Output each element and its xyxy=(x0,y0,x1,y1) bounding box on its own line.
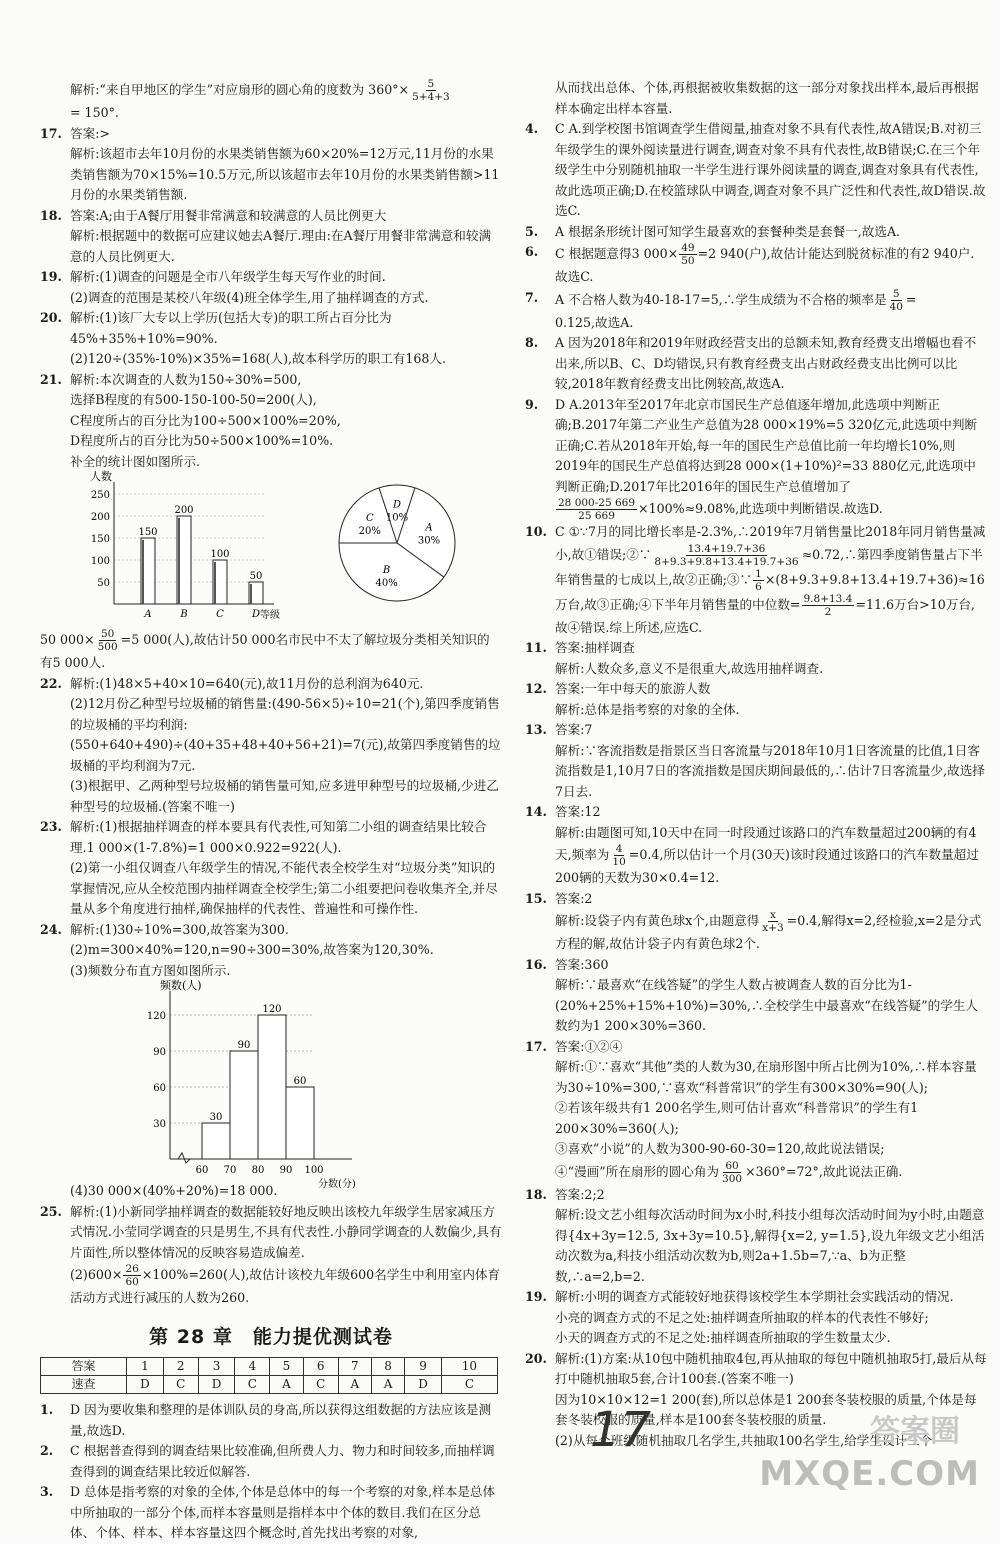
hist-y-label: 频数(人) xyxy=(160,979,202,992)
r18: 18. 答案:2;2 解析:设文艺小组每次活动时间为x小时,科技小组每次活动时间为y小时,由题意得{4x+3y=12.5, 3x+3y=10.5},解得{x=2, y=1.5},设九年级文艺小组活动次数为a,科技小组活动次数为b,则2a+1.5b=7,∵a、b为正整数,∴a=2,b=2. xyxy=(525,1186,985,1284)
r12: 12. 答案:一年中每天的旅游人数 解析:总体是指考察的对象的全体. xyxy=(525,681,740,717)
hist-y-tick: 60 xyxy=(153,1083,166,1094)
q21-bar-chart xyxy=(70,472,300,622)
r19: 19. 解析:小明的调查方式能较好地获得该校学生本学期社会实践活动的情况. 小亮的调查方式的不足之处:抽样调查所抽取的样本的代表性不够好; 小天的调查方式的不足之处:抽样调查所抽取的学生数量太少. xyxy=(525,1289,954,1345)
pie-label-A: A xyxy=(425,522,433,534)
bar-category-D: D xyxy=(251,609,261,620)
r10-fraction-3: $\frac{9.8+13.4}{2}$ xyxy=(803,592,853,618)
r7: 7. A 不合格人数为40-18-17=5,∴学生成绩为不合格的频率是 $\frac{5}{40}$ = 0.125,故选A. xyxy=(525,288,987,334)
r14-fraction: $\frac{4}{10}$ xyxy=(612,843,626,868)
hist-x-label: 分数(分) xyxy=(318,1179,356,1190)
r5: 5. A 根据条形统计图可知学生最喜欢的套餐种类是套餐一,故选A. xyxy=(525,223,901,239)
answer-value-4: C xyxy=(235,1376,270,1394)
q21: 21. 解析:本次调查的人数为150÷30%=500, 选择B程度的有500-150-100-50=200(人), C程度所占的百分比为100÷500×100%=20%, D程度所占的百分比为50÷500×100%=10%. 补全的统计图如图所示. xyxy=(40,371,341,469)
bar-value-A: 150 xyxy=(138,527,158,538)
r10-fraction-1: $\frac{13.4+19.7+36}{8+9.3+9.8+13.4+19.7+36}$ xyxy=(654,542,799,568)
hist-x-tick: 100 xyxy=(304,1165,324,1176)
answer-number-3: 3 xyxy=(198,1358,235,1376)
bar-y-label: 人数 xyxy=(90,470,112,483)
answer-table-answer-row: 速查 D C D C A C A A D C xyxy=(41,1376,498,1394)
r17-fraction: $\frac{60}{300}$ xyxy=(722,1159,743,1185)
pie-percent-D: 10% xyxy=(385,512,409,524)
r6-fraction: $\frac{49}{50}$ xyxy=(681,242,695,267)
r8: 8. A 因为2018年和2019年财政经营支出的总额未知,教育经费支出增幅也看不出来,所以B、C、D均错误,只有教育经费支出占财政经费支出比例可以比较,2018年教育经费支出比例较高,故选A. xyxy=(525,335,977,391)
r17: 17. 答案:①②④ 解析:①∵喜欢“其他”类的人数为30,在扇形图中所占比例为10%,∴样本容量为30÷10%=300,∵喜欢“科普常识”的学生有300×30%=90(人); ②若该年级共有1 200名学生,则可估计喜欢“科普常识”的学生有1 200×30%=360(人); ③喜欢“小说”的人数为300-90-60-30=120,故此说法错误; ④“漫画”所在扇形的圆心角为 $\frac{60}{300}$ ×360°=72°,故此说法正确. xyxy=(525,1037,987,1185)
hist-x-tick: 90 xyxy=(279,1165,293,1176)
q20: 20. 解析:(1)该厂大专以上学历(包括大专)的职工所占百分比为45%+35%+10%=90%. (2)120÷(35%-10%)×35%=168(人),故本科学历的职工有168人. xyxy=(40,310,447,366)
answer-number-10: 10 xyxy=(441,1358,497,1376)
hist-bar-60-70 xyxy=(202,1123,230,1159)
hist-y-tick: 120 xyxy=(146,1011,166,1022)
q24: 24. 解析:(1)30÷10%=300,故答案为300. (2)m=300×40%=120,n=90÷300=30%,故答案为120,30%. (3)频数分布直方图如图所示. xyxy=(40,921,434,978)
pie-percent-C: 20% xyxy=(358,526,381,538)
hist-bar-80-90 xyxy=(258,1015,286,1159)
r7-line: A 不合格人数为40-18-17=5,∴学生成绩为不合格的频率是 $\frac{5}{40}$ = xyxy=(555,287,917,313)
answer-value-2: C xyxy=(163,1376,198,1394)
c3-continuation: 从而找出总体、个体,再根据被收集数据的这一部分对象找出样本,最后再根据样本确定出样本容量. xyxy=(555,80,979,116)
pie-percent-B: 40% xyxy=(375,577,398,589)
hist-x-tick: 70 xyxy=(223,1165,237,1176)
left-column xyxy=(40,78,502,1544)
r17-line: ④“漫画”所在扇形的圆心角为 $\frac{60}{300}$ ×360°=72°,故此说法正确. xyxy=(555,1159,903,1185)
answer-number-4: 4 xyxy=(235,1358,270,1376)
answer-value-1: D xyxy=(127,1376,164,1394)
q21-fraction: $\frac{50}{500}$ xyxy=(97,628,118,653)
pie-label-C: C xyxy=(365,513,374,525)
bar-category-C: C xyxy=(216,609,224,620)
r14: 14. 答案:12 解析:由题图可知,10天中在同一时段通过该路口的汽车数量超过200辆的有4天,频率为 $\frac{4}{10}$ =0.4,所以估计一个月(30天)该时段通过该路口的汽车数量超过200辆的天数为30×0.4=12. xyxy=(525,802,987,889)
bar-y-tick: 50 xyxy=(97,578,110,589)
bar-value-D: 50 xyxy=(249,571,263,582)
hist-bar-90-100 xyxy=(286,1087,314,1159)
r9: 9. D A.2013年至2017年北京市国民生产总值逐年增加,此选项中判断正确;B.2017年第二产业生产总值为28 000×19%=5 320亿元,此选项中判断正确;C.若从2018年开始,每一年的国民生产总值比前一年均增长10%,则2019年的国民生产总值将达到28 000×(1+10%)²=33 880亿元,此选项中判断正确;D.2017年比2016年的国民生产总值增加了 $\frac{28 000-25 669}{25 669}$ ×100%≈9.08%,此选项中判断错误.故选D. xyxy=(525,395,987,523)
pie-percent-A: 30% xyxy=(417,535,441,547)
answer-value-3: D xyxy=(198,1376,235,1394)
r7-fraction: $\frac{5}{40}$ xyxy=(889,287,903,313)
r10: 10. C ①∵7月的同比增长率是-2.3%,∴2019年7月销售量比2018年同月销售量减小,故①错误;②∵ $\frac{13.4+19.7+36}{8+9.3+9.8+13.4+19.7+36}$ ≈0.72,∴第四季度销售量占下半年销售量的七成以上,故②正确;③∵ $\frac{1}{6}$ ×(8+9.3+9.8+13.4+19.7+36)≈16万台,故③正确;④下半年月销售量的中位数= $\frac{9.8+13.4}{2}$ =11.6万台>10万台,故④错误.综上所述,应选C. xyxy=(525,522,987,638)
r13: 13. 答案:7 解析:∵客流指数是指景区当日客流量与2018年10月1日客流量的比值,1日客流指数是1,10月7日的客流指数是国庆期间最低的,∴估计7日客流量少,故选择7日去. xyxy=(525,722,985,799)
hist-value-80-90: 120 xyxy=(262,1004,282,1015)
answer-value-7: A xyxy=(338,1376,371,1394)
bar-value-B: 200 xyxy=(174,505,194,516)
q25-fraction: $\frac{26}{60}$ xyxy=(125,1263,139,1288)
r10-fraction-2: $\frac{1}{6}$ xyxy=(755,567,762,593)
hist-value-60-70: 30 xyxy=(209,1112,223,1123)
q21-charts xyxy=(70,472,502,622)
hist-value-70-80: 90 xyxy=(237,1040,251,1051)
c2: 2. C 根据普查得到的调查结果比较准确,但所费人力、物力和时间较多,而抽样调查得到的调查结果比较近似解答. xyxy=(40,1443,495,1479)
q21-pie-chart xyxy=(332,478,462,608)
answer-number-9: 9 xyxy=(405,1358,442,1376)
q17: 17. 答案:> 解析:该超市去年10月份的水果类销售额为60×20%=12万元,11月份的水果类销售额为70×15%=10.5万元,所以该超市去年10月份的水果类销售额>11月份的水果类销售额. xyxy=(40,125,500,202)
answer-number-7: 7 xyxy=(338,1358,371,1376)
hist-y-tick: 90 xyxy=(153,1047,166,1058)
watermark-logo-text: 答案圈 xyxy=(870,1413,960,1449)
bar-y-tick: 100 xyxy=(90,556,110,567)
c3: 3. D 总体是指考察的对象的全体,个体是总体中的每一个考察的对象,样本是总体中所抽取的一部分个体,而样本容量则是指样本中个体的数目.我们在区分总体、个体、样本、样本容量这四个概念时,首先找出考察的对象, xyxy=(40,1484,496,1540)
q25-part2: (2)600× $\frac{26}{60}$ ×100%=260(人),故估计该校九年级600名学生中利用室内体育活动方式进行减压的人数为260. xyxy=(70,1263,501,1305)
c1: 1. D 因为要收集和整理的是体训队员的身高,所以获得这组数据的方法应该是测量,故选D. xyxy=(40,1402,492,1438)
r15-line: 解析:设袋子内有黄色球x个,由题意得 $\frac{x}{x+3}$ =0.4,解得x=2,经检验,x=2是分式方程的解,故估计袋子内有黄色球2个. xyxy=(555,909,982,951)
q25: 25. 解析:(1)小新同学抽样调查的数据能较好地反映出该校九年级学生居家减压方式情况.小莹同学调查的只是男生,不具有代表性.小静同学调查的人数偏少,具有片面性,所以整体情况的反映容易造成偏差. (2)600× $\frac{26}{60}$ ×100%=260(人),故估计该校九年级600名学生中利用室内体育活动方式进行减压的人数为260. xyxy=(40,1202,502,1309)
answer-value-8: A xyxy=(371,1376,404,1394)
answer-number-1: 1 xyxy=(127,1358,164,1376)
answer-number-5: 5 xyxy=(270,1358,303,1376)
chapter-title: 第 28 章 能力提优测试卷 xyxy=(149,1325,393,1348)
bar-value-C: 100 xyxy=(210,549,230,560)
bar-category-A: A xyxy=(144,609,152,620)
q16-explanation: 解析:“来自甲地区的学生”对应扇形的圆心角的度数为 360°× $\frac{5}{5+4+3}$ xyxy=(70,78,450,103)
q16-fraction: $\frac{5}{5+4+3}$ xyxy=(412,78,450,103)
r4: 4. C A.到学校图书馆调查学生借阅量,抽查对象不具有代表性,故A错误;B.对初三年级学生的课外阅读量进行调查,调查对象不具有代表性,故B错误;C.在三个年级学生中分别随机抽取一半学生进行课外阅读量的调查,调查对象具有代表性,故此选项正确;D.在校篮球队中调查,调查对象不具广泛性和代表性,故D错误.故选C. xyxy=(525,121,986,218)
q23: 23. 解析:(1)根据抽样调查的样本要具有代表性,可知第二小组的调查结果比较合理.1 000×(1-7.8%)=1 000×0.922=922(人). (2)第一小组仅调查八年级学生的情况,不能代表全校学生对“垃圾分类”知识的掌握情况,应从全校范围内抽样调查全校学生;第二小组要把问卷收集齐全,并尽量从多个角度进行抽样,确保抽样的代表性、普遍性和可操作性. xyxy=(40,819,498,916)
answer-table xyxy=(40,1357,498,1394)
answer-number-6: 6 xyxy=(303,1358,338,1376)
r20: 20. 解析:(1)方案:从10包中随机抽取4包,再从抽取的每包中随机抽取5打,最后从每打中随机抽取5套,合计100套.(答案不唯一) 因为10×10×12=1 200(套),所以总体是1 200套冬装校服的质量,个体是每套冬装校服的质量,样本是100套冬装校服的质量. (2)从每个班级随机抽取几名学生,共抽取100名学生,给学生设计三个 xyxy=(525,1350,987,1448)
bar-category-B: B xyxy=(180,609,188,620)
answer-value-6: C xyxy=(303,1376,338,1394)
q24-histogram-wrap xyxy=(130,979,502,1190)
r9-fraction: $\frac{28 000-25 669}{25 669}$ xyxy=(558,497,636,522)
hist-value-90-100: 60 xyxy=(293,1076,307,1087)
bar-y-tick: 200 xyxy=(90,512,110,523)
hist-x-tick: 80 xyxy=(251,1165,265,1176)
hist-x-tick: 60 xyxy=(195,1165,209,1176)
answer-number-2: 2 xyxy=(163,1358,198,1376)
q18: 18. 答案:A;由于A餐厅用餐非常满意和较满意的人员比例更大 解析:根据题中的数据可应建议她去A餐厅.理由:在A餐厅用餐非常满意和较满意的人员比例更大. xyxy=(40,207,492,264)
r10-line: C ①∵7月的同比增长率是-2.3%,∴2019年7月销售量比2018年同月销售量减小,故①错误;②∵ $\frac{13.4+19.7+36}{8+9.3+9.8+13.4+19.7+36}$ ≈0.72,∴第四季度销售量占下半年销售量的七成以上,故②正确;③∵ $\frac{1}{6}$ ×(8+9.3+9.8+13.4+19.7+36)≈16万台,故③正确;④下半年月销售量的中位数= $\frac{9.8+13.4}{2}$ =11.6万台>10万台,故④错误.综上所述,应选C. xyxy=(555,524,986,635)
q21-conclusion: 50 000× $\frac{50}{500}$ =5 000(人),故估计50 000名市民中不太了解垃圾分类相关知识的有5 000人. xyxy=(40,628,490,670)
r15-fraction: $\frac{x}{x+3}$ xyxy=(762,909,784,934)
watermark-url: MXQE.COM xyxy=(759,1453,980,1494)
r14-line: 解析:由题图可知,10天中在同一时段通过该路口的汽车数量超过200辆的有4天,频率为 $\frac{4}{10}$ =0.4,所以估计一个月(30天)该时段通过该路口的汽车数量超过200辆的天数为30×0.4=12. xyxy=(555,824,979,885)
bar-y-tick: 250 xyxy=(90,490,110,501)
answer-value-9: D xyxy=(405,1376,442,1394)
r6-line: C 根据题意得3 000× $\frac{49}{50}$ =2 940(户),故估计能达到脱贫标准的有2 940户. xyxy=(555,242,975,267)
bar-x-label: 等级 xyxy=(260,610,280,621)
hist-bar-70-80 xyxy=(230,1051,258,1159)
q19: 19. 解析:(1)调查的问题是全市八年级学生每天写作业的时间. (2)调查的范围是某校八年级(4)班全体学生,用了抽样调查的方式. xyxy=(40,269,429,305)
q24-part4: (4)30 000×(40%+20%)=18 000. xyxy=(70,1183,278,1198)
bar-y-tick: 150 xyxy=(90,534,110,545)
answer-value-5: A xyxy=(270,1376,303,1394)
r15: 15. 答案:2 解析:设袋子内有黄色球x个,由题意得 $\frac{x}{x+3}$ =0.4,解得x=2,经检验,x=2是分式方程的解,故估计袋子内有黄色球2个. xyxy=(525,889,987,955)
page-number: 17 xyxy=(590,1402,652,1458)
r9-line: $\frac{28 000-25 669}{25 669}$ ×100%≈9.08%,此选项中判断错误.故选D. xyxy=(558,497,883,522)
answer-number-8: 8 xyxy=(371,1358,404,1376)
q22: 22. 解析:(1)48×5+40×10=640(元),故11月份的总利润为640元. (2)12月份乙种型号垃圾桶的销售量:(490-56×5)÷10=21(个),第四季度销售的垃圾桶的平均利润:(550+640+490)÷(40+35+48+40+56+21)=7(元),故第四季度销售的垃圾桶的平均利润为7元. (3)根据甲、乙两种型号垃圾桶的销售量可知,应多进甲种型号的垃圾桶,少进乙种型号的垃圾桶.(答案不唯一) xyxy=(40,675,501,814)
hist-y-tick: 30 xyxy=(153,1119,166,1130)
answer-table-number-row: 答案 1 2 3 4 5 6 7 8 9 10 xyxy=(41,1358,498,1376)
r6: 6. C 根据题意得3 000× $\frac{49}{50}$ =2 940(户),故估计能达到脱贫标准的有2 940户. 故选C. xyxy=(525,242,987,288)
pie-label-D: D xyxy=(392,499,402,511)
r16: 16. 答案:360 解析:∵最喜欢“在线答疑”的学生人数占被调查人数的百分比为1-(20%+25%+15%+10%)=30%,∴全校学生中最喜欢“在线答疑”的学生人数约为1 200×30%=360. xyxy=(525,956,978,1033)
q24-histogram xyxy=(130,979,410,1190)
q16-result: = 150°. xyxy=(70,105,119,120)
right-column xyxy=(525,78,987,1458)
r11: 11. 答案:抽样调查 解析:人数众多,意义不是很重大,故选用抽样调查. xyxy=(525,640,824,676)
hist-axis-break xyxy=(178,1153,190,1163)
answer-value-10: C xyxy=(441,1376,497,1394)
pie-label-B: B xyxy=(382,564,391,576)
